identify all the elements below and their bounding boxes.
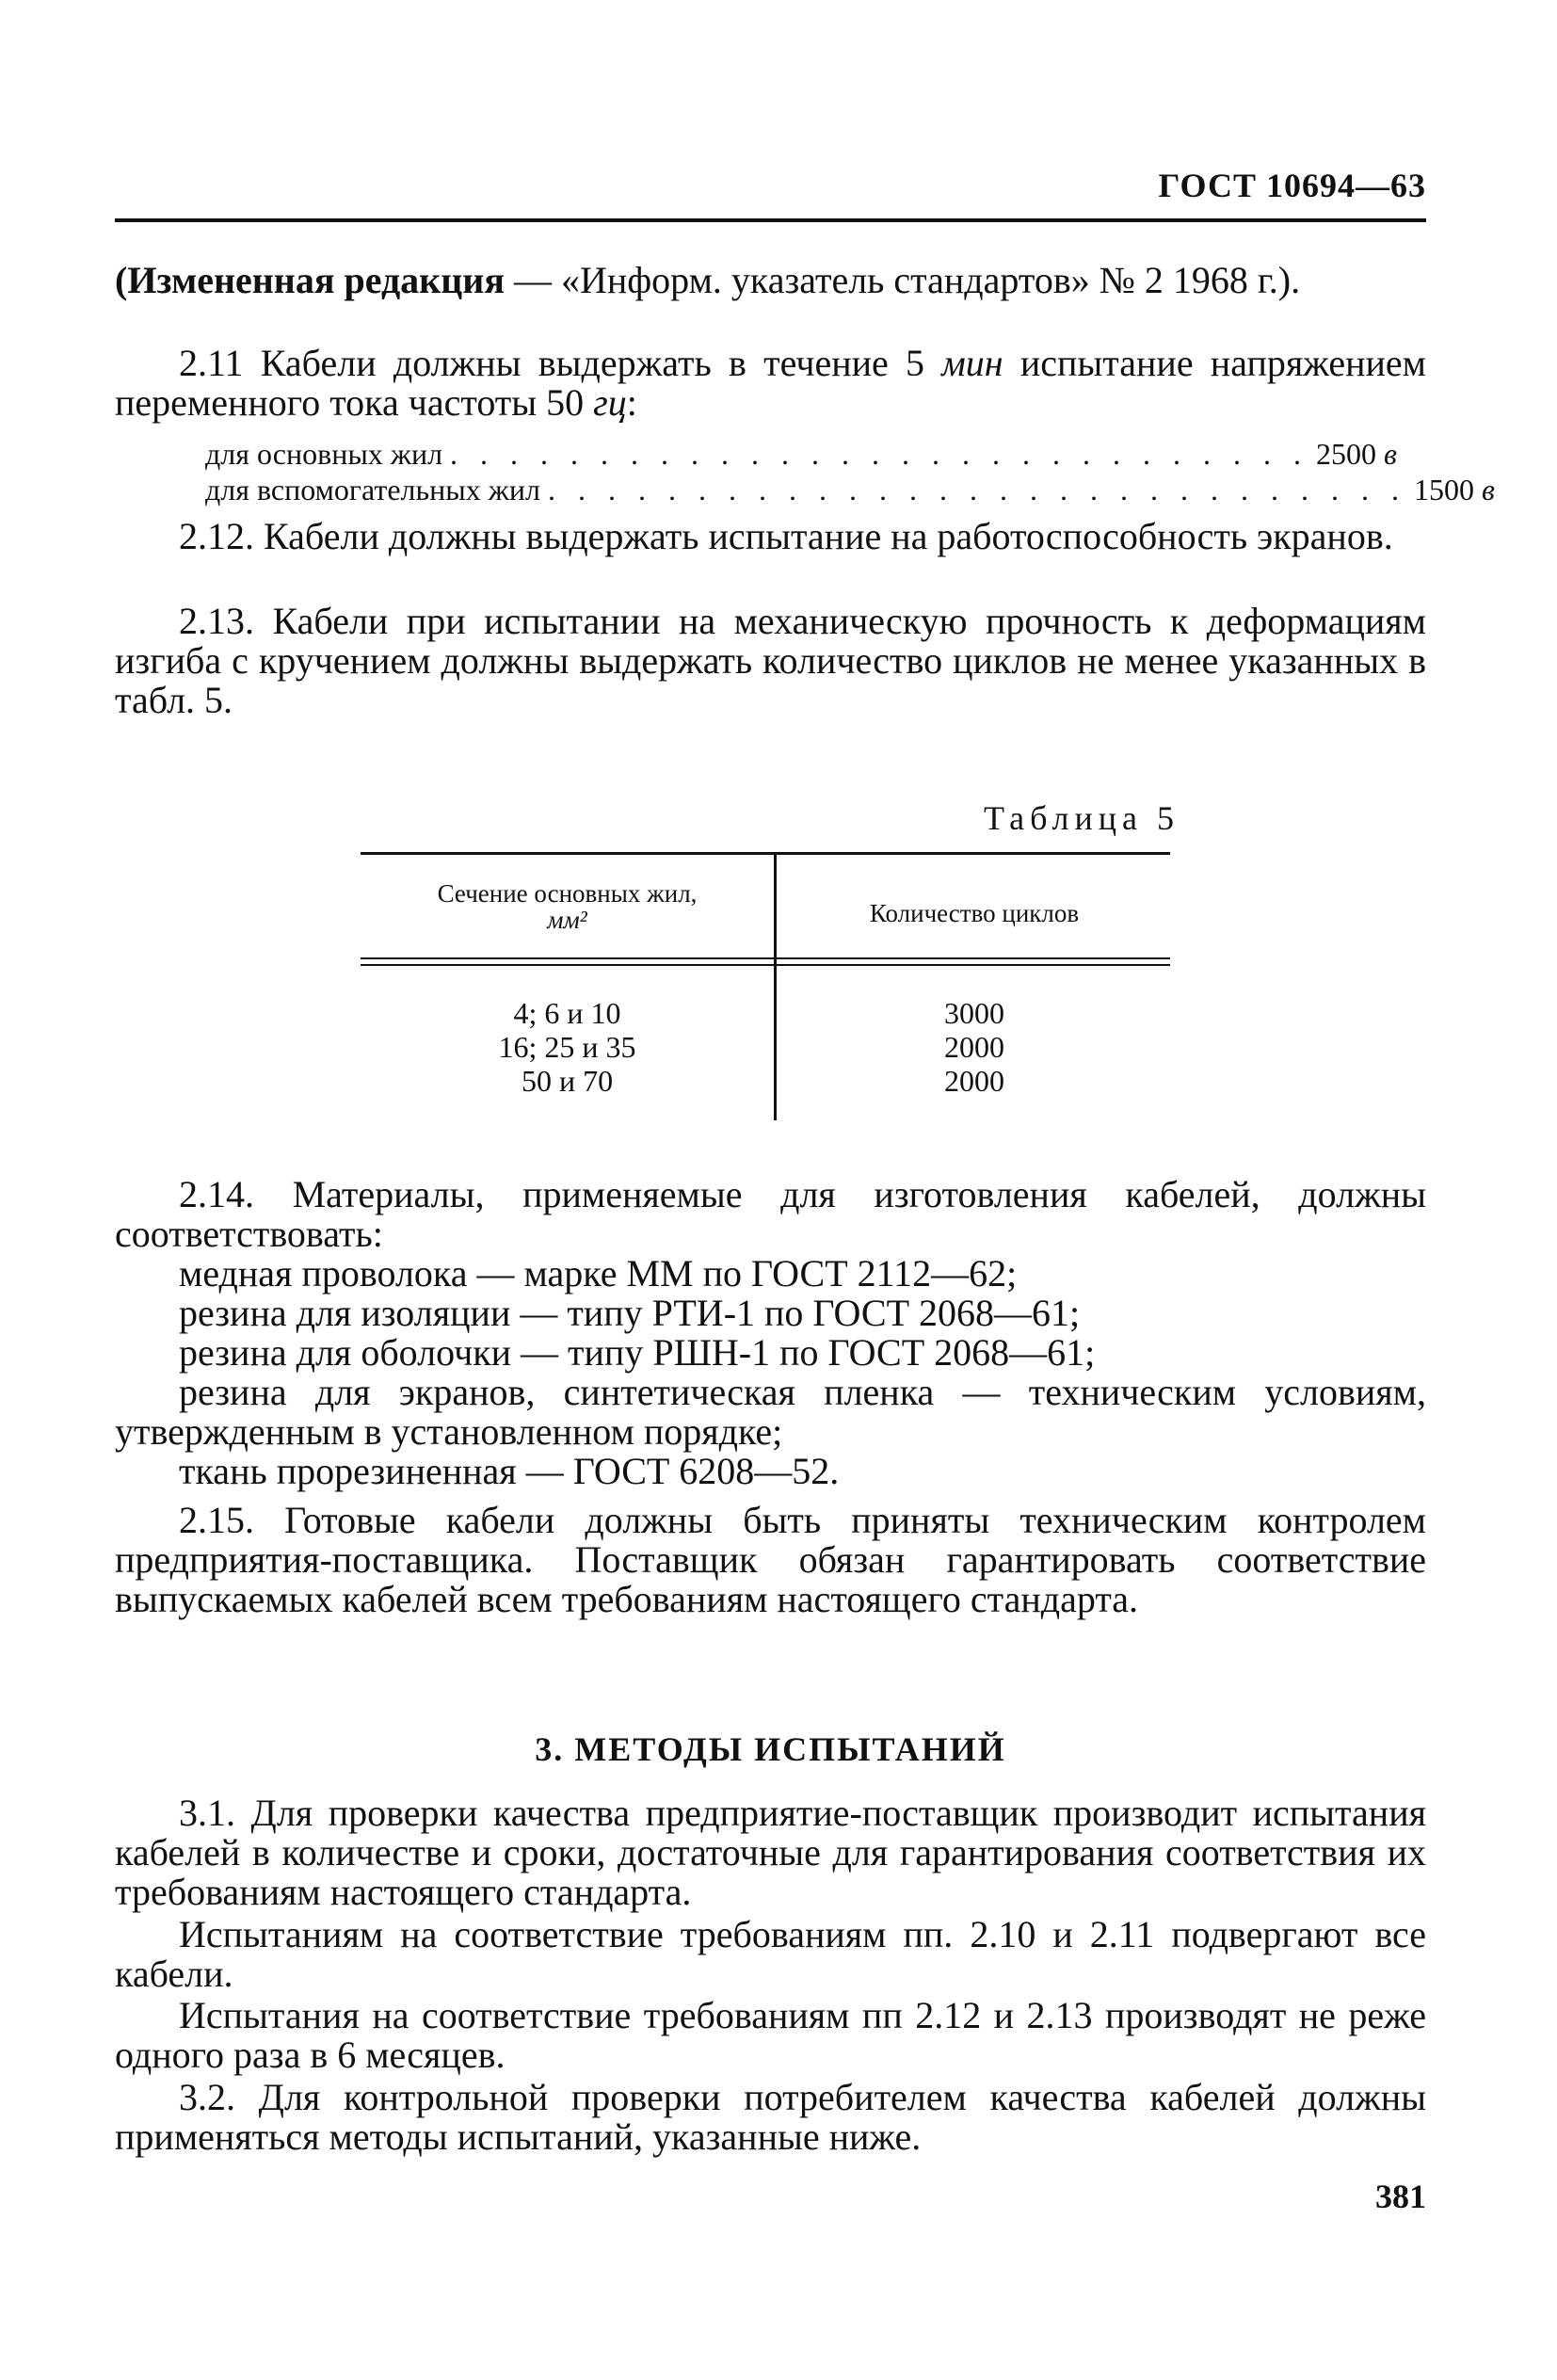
paragraph-3-1-c: Испытания на соответствие требованиям пп 2.12 и 2.13 производят не реже одного раза в 6 месяцев. xyxy=(115,1994,1426,2076)
table-col-cycles xyxy=(781,996,1167,1098)
amendment-note xyxy=(115,261,1426,300)
voltage-label: для вспомогательных жил xyxy=(205,473,540,507)
p211-unit-hz: гц xyxy=(593,381,627,424)
document-header-id: ГОСТ 10694—63 xyxy=(1158,167,1426,204)
paragraph-3-1-b: Испытаниям на соответствие требованиям пп. 2.10 и 2.11 подвергают все кабели. xyxy=(115,1913,1426,1995)
table-top-rule xyxy=(361,852,1170,855)
amendment-note-bold: (Измененная редакция xyxy=(115,259,505,301)
p211-b: испытание напряжением переменного тока частоты 50 xyxy=(115,342,1426,424)
section-3-title: 3. МЕТОДЫ ИСПЫТАНИЙ xyxy=(535,1730,1006,1768)
p211-a: 2.11 Кабели должны выдержать в течение 5 xyxy=(179,342,942,384)
table-caption: Таблица 5 xyxy=(984,799,1180,837)
p211-unit-min: мин xyxy=(941,342,1003,384)
table-cell-cycles: 2000 xyxy=(944,1030,1004,1064)
material-item: медная проволока — марке ММ по ГОСТ 2112—62; xyxy=(179,1252,1018,1295)
table-column-divider xyxy=(774,855,777,1120)
voltage-value: 2500 xyxy=(1316,437,1377,471)
table-cell-cycles: 2000 xyxy=(944,1064,1004,1098)
page-number: 381 xyxy=(1375,2178,1426,2215)
table-head-rule-1 xyxy=(361,957,1170,959)
paragraph-2-11 xyxy=(115,344,1426,423)
table-head-rule-2 xyxy=(361,964,1170,966)
header-rule xyxy=(115,218,1426,222)
paragraph-3-1: 3.1. Для проверки качества предприятие-поставщик производит испытания кабелей в количестве и сроки, достаточные для гарантирования соответствия их требованиям настоящего стандарта. xyxy=(115,1792,1426,1913)
material-item: ткань прорезиненная — ГОСТ 6208—52. xyxy=(179,1450,840,1492)
table-cell-section: 50 и 70 xyxy=(521,1064,614,1098)
voltage-value: 1500 xyxy=(1413,473,1474,507)
voltage-label: для основных жил xyxy=(205,437,443,471)
material-item: резина для изоляции — типу РТИ-1 по ГОСТ 2068—61; xyxy=(179,1292,1081,1334)
table-head-section-label: Сечение основных жил, xyxy=(437,879,698,908)
materials-list xyxy=(115,1254,1426,1491)
table-head-section xyxy=(367,880,767,933)
amendment-note-text: — «Информ. указатель стандартов» № 2 1968 г.). xyxy=(504,259,1301,301)
material-item: резина для экранов, синтетическая пленка — техническим условиям, утвержденным в установленном порядке; xyxy=(115,1371,1426,1453)
table-cell-cycles: 3000 xyxy=(944,996,1004,1030)
paragraph-2-14: 2.14. Материалы, применяемые для изготовления кабелей, должны соответствовать: xyxy=(115,1173,1426,1255)
paragraph-3-2: 3.2. Для контрольной проверки потребителем качества кабелей должны применяться методы испытаний, указанные ниже. xyxy=(115,2076,1426,2158)
table-col-section xyxy=(367,996,767,1098)
voltage-row-aux xyxy=(205,473,1495,507)
table-cell-section: 16; 25 и 35 xyxy=(498,1030,636,1064)
leader-dots: . . . . . . . . . . . . . . . . . . . . . . . . . . . . . xyxy=(450,437,1309,471)
table-head-cycles: Количество циклов xyxy=(869,899,1080,927)
voltage-unit: в xyxy=(1384,437,1397,471)
leader-dots: . . . . . . . . . . . . . . . . . . . . . . . . . . . . . xyxy=(547,473,1406,507)
p211-c: : xyxy=(626,381,637,424)
table-cell-section: 4; 6 и 10 xyxy=(513,996,621,1030)
table-head-section-unit: мм² xyxy=(547,906,587,934)
material-item: резина для оболочки — типу РШН-1 по ГОСТ 2068—61; xyxy=(179,1331,1096,1374)
paragraph-2-13: 2.13. Кабели при испытании на механическую прочность к деформациям изгиба с кручением должны выдержать количество циклов не менее указанных в табл. 5. xyxy=(115,600,1426,721)
voltage-row-main xyxy=(205,437,1397,471)
paragraph-2-15: 2.15. Готовые кабели должны быть приняты техническим контролем предприятия-поставщика. Поставщик обязан гарантировать соответствие выпускаемых кабелей всем требованиям настоящего стандарта. xyxy=(115,1499,1426,1620)
paragraph-2-12: 2.12. Кабели должны выдержать испытание на работоспособность экранов. xyxy=(179,515,1393,557)
voltage-unit: в xyxy=(1481,473,1495,507)
